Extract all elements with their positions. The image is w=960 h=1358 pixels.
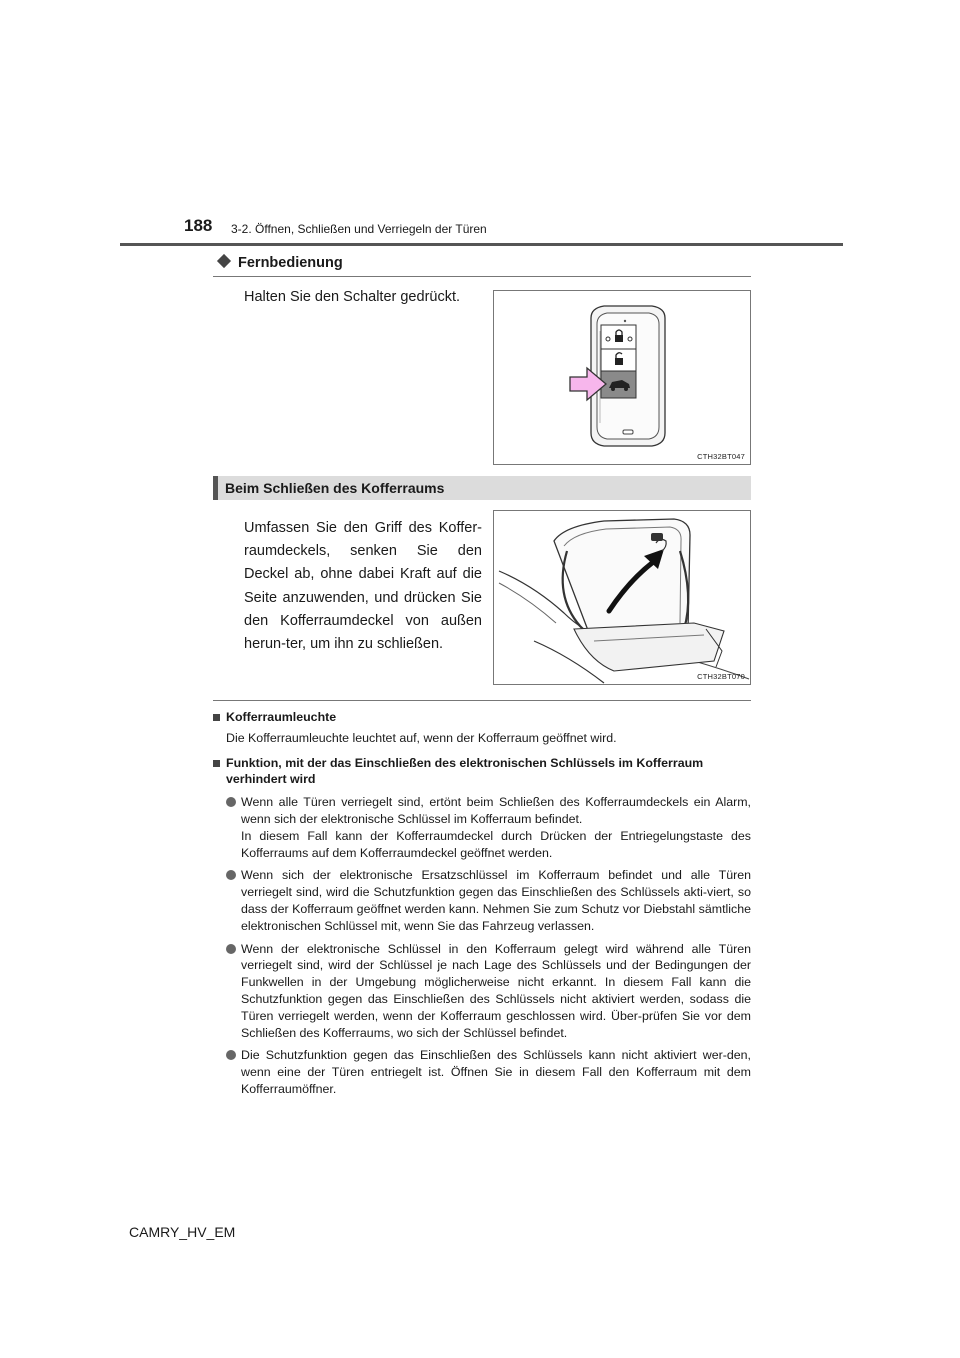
circle-bullet-icon <box>226 1050 236 1060</box>
circle-bullet-icon <box>226 870 236 880</box>
figure-code: CTH32BT070 <box>697 672 745 681</box>
figure-code: CTH32BT047 <box>697 452 745 461</box>
note-heading-light-text: Kofferraumleuchte <box>226 710 337 724</box>
section-title-remote: Fernbedienung <box>238 255 343 271</box>
figure-key-fob <box>493 290 751 465</box>
bar-accent <box>213 476 218 500</box>
section-divider <box>213 700 751 701</box>
note-heading-lockin <box>213 755 751 789</box>
list-item <box>226 941 751 1042</box>
note-heading-lockin-text: Funktion, mit der das Einschließen des elektronischen Schlüssels im Kofferraum verhindert wird <box>226 755 704 787</box>
square-bullet-icon <box>213 714 220 721</box>
chapter-title: 3-2. Öffnen, Schließen und Verriegeln der Türen <box>231 222 487 236</box>
header-rule <box>120 243 843 246</box>
trunk-illustration <box>494 511 750 684</box>
circle-bullet-icon <box>226 944 236 954</box>
note-heading-light <box>213 709 751 726</box>
closing-instruction: Umfassen Sie den Griff des Koffer-raumdeckels, senken Sie den Deckel ab, ohne dabei Kraft auf die Seite anzuwenden, und drücken Sie den Kofferraumdeckel von außen herun-ter, um ihn zu schließen. <box>244 520 482 653</box>
bullet-text: Die Schutzfunktion gegen das Einschließen des Schlüssels kann nicht aktiviert wer-den, wenn eine der Türen entriegelt ist. Öffnen Sie in diesem Fall den Kofferraum mit dem Kofferraumöffner. <box>241 1048 751 1096</box>
circle-bullet-icon <box>226 797 236 807</box>
bullet-text: Wenn sich der elektronische Ersatzschlüssel im Kofferraum befindet und alle Türen verriegelt sind, wird die Schutzfunktion gegen das Einschließen des Schlüssels akti-viert, so dass der Kofferraum geöffnet werden kann. Nehmen Sie zum Schutz vor Diebstahl sämtliche elektronischen Schlüssel mit, wenn Sie das Fahrzeug verlassen. <box>241 868 751 933</box>
bullet-text: Wenn alle Türen verriegelt sind, ertönt beim Schließen des Kofferraumdeckels ein Alarm, wenn sich der elektronische Schlüssel im Kofferraum befindet. <box>241 795 751 826</box>
bullet-text: Wenn der elektronische Schlüssel in den Kofferraum gelegt wird während alle Türen verriegelt sind, wird der Schlüssel je nach Lage des Schlüssels und der Bedingungen der Funkwellen in der Umgebung möglicherweise nicht erkannt. In diesem Fall kann die Schutzfunktion gegen das Einschließen des Schlüssels nicht aktiviert werden, sodass die Türen verriegelt werden, wenn der Kofferraum geschlossen wird. Über-prüfen Sie vor dem Schließen des Kofferraums, wo sich der Schlüssel befindet. <box>241 941 751 1040</box>
figure-trunk-closing <box>493 510 751 685</box>
list-item <box>226 794 751 861</box>
remote-instruction: Halten Sie den Schalter gedrückt. <box>244 289 461 305</box>
note-text-light: Die Kofferraumleuchte leuchtet auf, wenn der Kofferraum geöffnet wird. <box>226 730 617 745</box>
section-title-closing: Beim Schließen des Kofferraums <box>225 480 445 496</box>
model-code: CAMRY_HV_EM <box>129 1224 236 1240</box>
notes-block <box>213 709 751 1098</box>
section-heading-remote <box>213 254 751 277</box>
square-bullet-icon <box>213 760 220 767</box>
section-bar-closing <box>213 476 751 500</box>
list-item <box>226 867 751 934</box>
key-fob-illustration <box>494 291 750 464</box>
page-number: 188 <box>184 216 213 235</box>
diamond-bullet-icon <box>217 254 231 268</box>
bullet-text-continued: In diesem Fall kann der Kofferraumdeckel durch Drücken der Entriegelungstaste des Kofferraums auf dem Kofferraumdeckel geöffnet werden. <box>241 828 751 860</box>
list-item <box>226 1047 751 1097</box>
